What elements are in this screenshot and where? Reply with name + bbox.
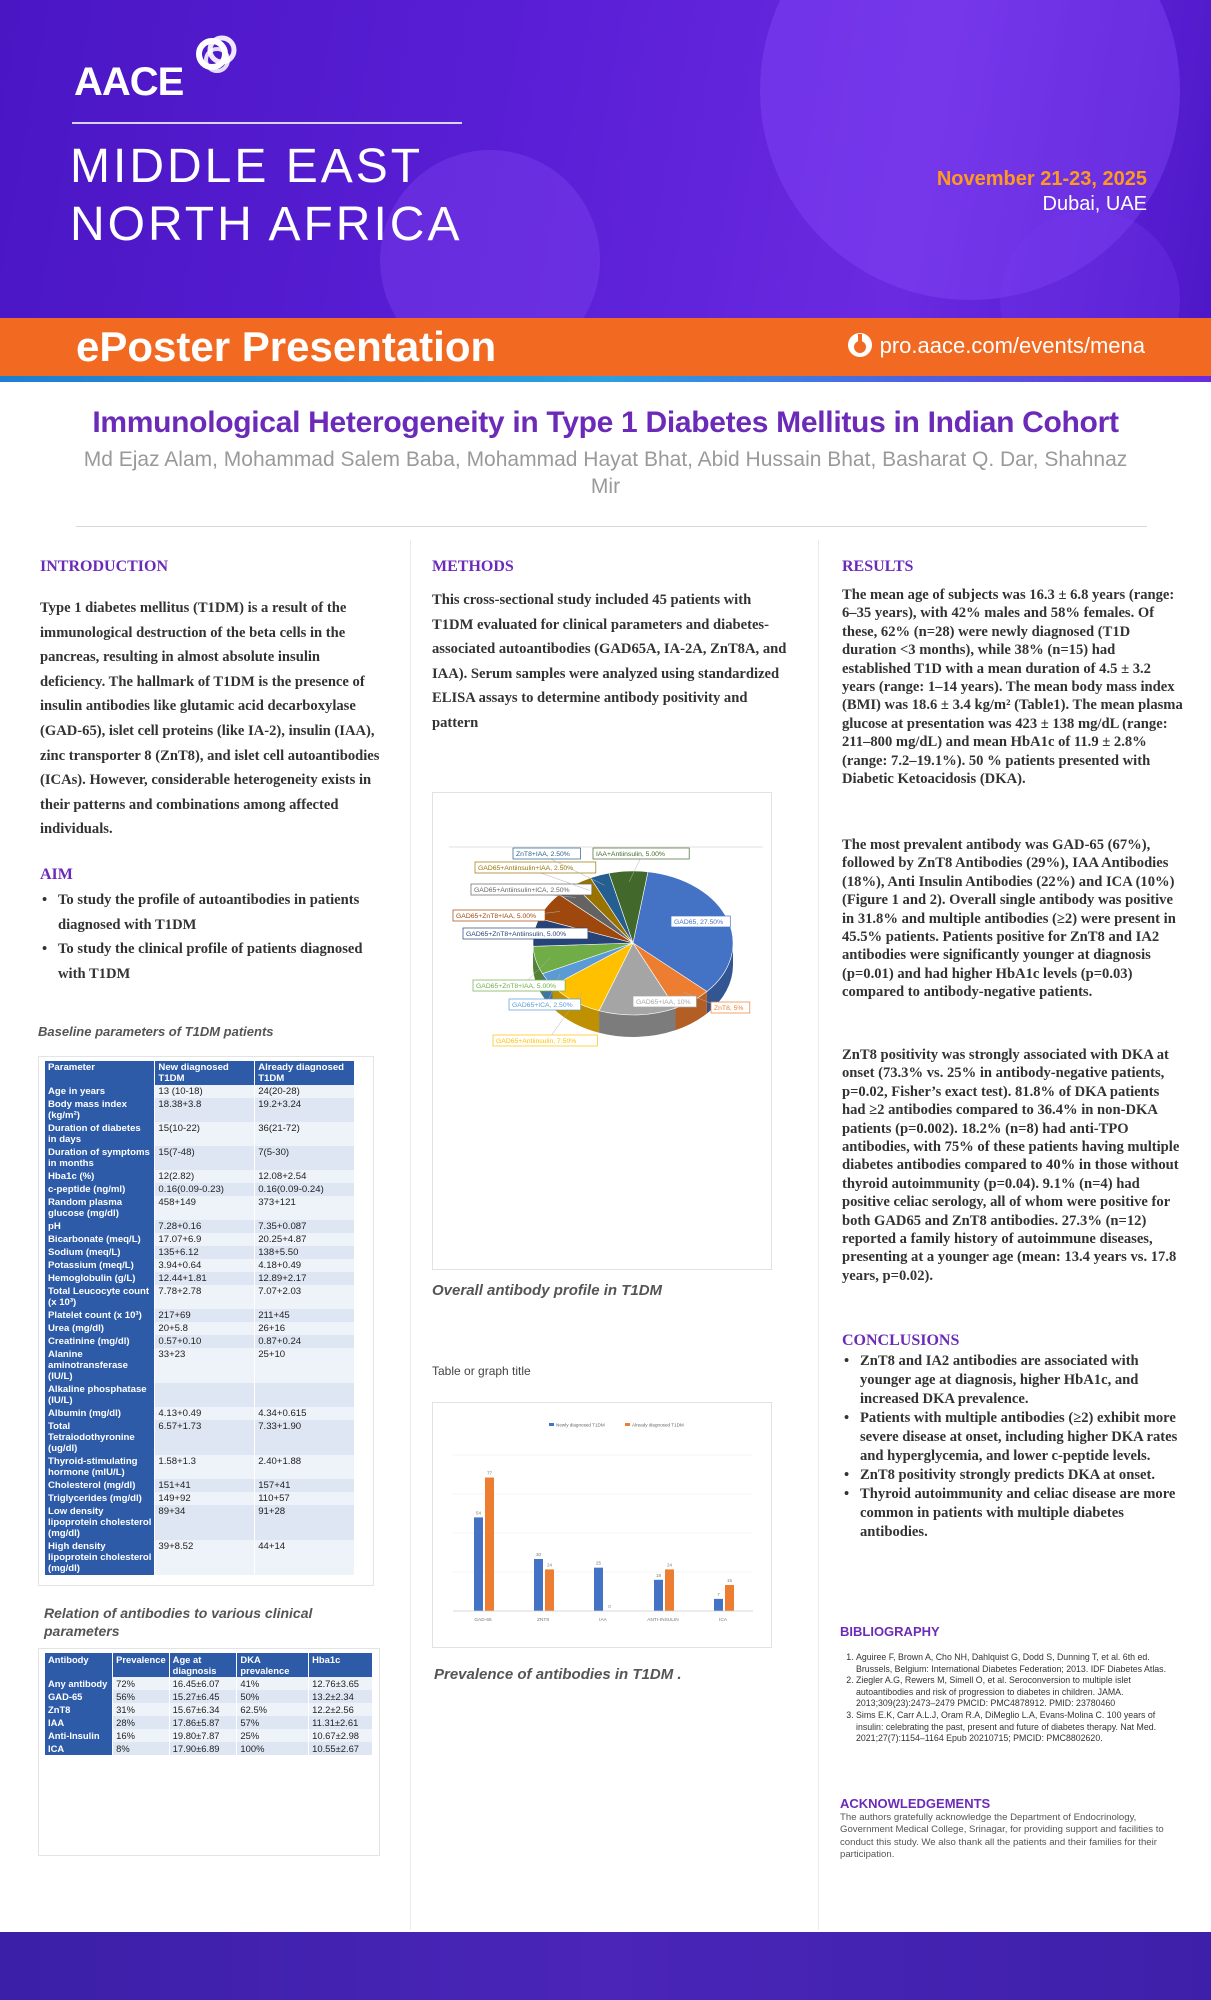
bar-category-label: IAA [599, 1618, 607, 1623]
bar [654, 1580, 663, 1611]
bar [545, 1569, 554, 1611]
row-label: GAD-65 [45, 1690, 113, 1703]
pie-data-label: GAD65+Antiinsulin, 7.50% [496, 1038, 577, 1045]
table-row [45, 1407, 355, 1420]
table-cell: 25+10 [255, 1348, 355, 1383]
table-cell: 151+41 [155, 1479, 255, 1492]
table-cell: 24(20-28) [255, 1085, 355, 1098]
table-row [45, 1309, 355, 1322]
bar [474, 1517, 483, 1611]
column-divider [410, 540, 411, 1930]
legend-label: Already diagnosed T1DM [632, 1422, 684, 1428]
table-cell: 149+92 [155, 1492, 255, 1505]
table-cell: 16.45±6.07 [169, 1677, 237, 1690]
table-cell: 3.94+0.64 [155, 1259, 255, 1272]
bar-value-label: 54 [475, 1510, 482, 1516]
table-row [45, 1085, 355, 1098]
row-label: ICA [45, 1742, 113, 1755]
introduction-heading: INTRODUCTION [40, 558, 169, 575]
pie-data-label: GAD65+Antiinsulin+IAA, 2.50% [478, 865, 574, 872]
table-cell: 16% [113, 1729, 170, 1742]
table-cell [255, 1383, 355, 1407]
table-cell: 157+41 [255, 1479, 355, 1492]
table-row [45, 1146, 355, 1170]
row-label: Bicarbonate (meq/L) [45, 1233, 155, 1246]
globe-icon [845, 330, 875, 360]
table-row [45, 1322, 355, 1335]
brand-name: AACE [74, 60, 184, 104]
table-cell: 89+34 [155, 1505, 255, 1540]
bar-value-label: 25 [595, 1560, 602, 1566]
aim-list [40, 888, 385, 986]
bar-value-label: 7 [717, 1591, 720, 1597]
row-label: Thyroid-stimulating hormone (mIU/L) [45, 1455, 155, 1479]
table-cell: 44+14 [255, 1540, 355, 1575]
table-cell: 20+5.8 [155, 1322, 255, 1335]
bibliography-item: 2. Ziegler A.G, Rewers M, Simell O, et al. Seroconversion to multiple islet autoantibodies and risk of progression to diabetes in children. JAMA. 2013;309(23):2473–2479 PMCID: PMC4878912. PMID: 23780460 [856, 1675, 1180, 1710]
table-cell: 12.08+2.54 [255, 1170, 355, 1183]
table-cell: 15.67±6.34 [169, 1703, 237, 1716]
row-label: Hba1c (%) [45, 1170, 155, 1183]
legend-label: Newly diagnosed T1DM [556, 1422, 605, 1428]
row-label: Potassium (meq/L) [45, 1259, 155, 1272]
row-label: Creatinine (mg/dl) [45, 1335, 155, 1348]
table-cell: 6.57+1.73 [155, 1420, 255, 1455]
table-cell: 0.16(0.09-0.23) [155, 1183, 255, 1196]
table-header: Antibody [45, 1653, 113, 1677]
table-cell: 10.55±2.67 [309, 1742, 373, 1755]
relation-table-caption: Relation of antibodies to various clinical parameters [44, 1605, 313, 1639]
row-label: Duration of symptoms in months [45, 1146, 155, 1170]
table-row [45, 1183, 355, 1196]
bar-value-label: 0 [608, 1604, 611, 1609]
table-cell: 0.16(0.09-0.24) [255, 1183, 355, 1196]
baseline-table [45, 1061, 355, 1575]
row-label: Low density lipoprotein cholesterol (mg/dl) [45, 1505, 155, 1540]
pie-data-label: GAD65, 27.50% [674, 919, 724, 926]
table-cell: 17.86±5.87 [169, 1716, 237, 1729]
table-row [45, 1335, 355, 1348]
aim-item: • To study the profile of autoantibodies in patients diagnosed with T1DM [40, 888, 385, 937]
table-cell: 10.67±2.98 [309, 1729, 373, 1742]
table-row [45, 1455, 355, 1479]
row-label: Cholesterol (mg/dl) [45, 1479, 155, 1492]
bar-value-label: 24 [546, 1562, 553, 1568]
conclusion-item: • ZnT8 positivity strongly predicts DKA at onset. [842, 1466, 1184, 1485]
band-stripe [0, 376, 1211, 382]
bar-category-label: ANTI-INSULIN [647, 1618, 679, 1623]
table-cell: 15.27±6.45 [169, 1690, 237, 1703]
poster-title: Immunological Heterogeneity in Type 1 Diabetes Mellitus in Indian Cohort [92, 406, 1119, 439]
table-cell: 18.38+3.8 [155, 1098, 255, 1122]
table-cell: 4.13+0.49 [155, 1407, 255, 1420]
row-label: c-peptide (ng/ml) [45, 1183, 155, 1196]
table-cell: 13 (10-18) [155, 1085, 255, 1098]
bibliography-item: 3. Sims E.K, Carr A.L.J, Oram R.A, DiMeglio L.A, Evans-Molina C. 100 years of insulin: celebrating the past, present and future of diabetes therapy. Nat Med. 2021;27(7):1154–1164 Epub 20210715; PMCID: PMC8802620. [856, 1710, 1180, 1745]
methods-text: This cross-sectional study included 45 patients with T1DM evaluated for clinical parameters and diabetes-associated autoantibodies (GAD65A, IA-2A, ZnT8A, and IAA). Serum samples were analyzed using standardized ELISA assays to determine antibody positivity and pattern [432, 592, 787, 731]
table-cell: 4.18+0.49 [255, 1259, 355, 1272]
conclusion-item: • Patients with multiple antibodies (≥2) exhibit more severe disease at onset, including higher DKA rates and hyperglycemia, and lower c-peptide levels. [842, 1409, 1184, 1466]
table-row [45, 1505, 355, 1540]
results-paragraph-1: The mean age of subjects was 16.3 ± 6.8 years (range: 6–35 years), with 42% males and 58% females. Of these, 62% (n=28) were newly diagnosed (T1D duration <3 months), while 38% (n=15) had established T1D with a mean duration of 4.5 ± 3.2 years (range: 1–14 years). The mean body mass index (BMI) was 18.6 ± 3.4 kg/m² (Table1). The mean plasma glucose at presentation was 423 ± 138 mg/dL (range: 211–800 mg/dL) and mean HbA1c of 11.9 ± 2.8% (range: 7.2–19.1%). 50 % patients presented with Diabetic Ketoacidosis (DKA). [842, 587, 1183, 788]
table-cell: 39+8.52 [155, 1540, 255, 1575]
table-cell: 12.44+1.81 [155, 1272, 255, 1285]
table-cell: 7.07+2.03 [255, 1285, 355, 1309]
row-label: Hemoglobulin (g/L) [45, 1272, 155, 1285]
table-cell: 135+6.12 [155, 1246, 255, 1259]
bibliography-heading: BIBLIOGRAPHY [840, 1624, 940, 1639]
eposter-title: ePoster Presentation [76, 323, 497, 370]
legend-swatch [549, 1423, 554, 1426]
aace-logo [74, 36, 254, 106]
bar-value-label: 30 [535, 1552, 542, 1557]
event-url[interactable]: pro.aace.com/events/mena [879, 333, 1145, 358]
bar [594, 1568, 603, 1611]
table-row [45, 1742, 373, 1755]
aim-item: • To study the clinical profile of patients diagnosed with T1DM [40, 937, 385, 986]
aim-heading: AIM [40, 866, 73, 883]
table-cell: 33+23 [155, 1348, 255, 1383]
pie-data-label: GAD65+ZnT8+IAA, 5.00% [476, 983, 557, 990]
bar-chart-caption: Prevalence of antibodies in T1DM . [434, 1666, 682, 1683]
bar-value-label: 18 [655, 1572, 662, 1578]
table-cell: 458+149 [155, 1196, 255, 1220]
conclusions-list [842, 1352, 1184, 1542]
row-label: Anti-Insulin [45, 1729, 113, 1742]
pie-chart-caption: Overall antibody profile in T1DM [432, 1282, 663, 1299]
row-label: Sodium (meq/L) [45, 1246, 155, 1259]
table-cell: 2.40+1.88 [255, 1455, 355, 1479]
event-dates: November 21-23, 2025 [936, 168, 1147, 190]
results-paragraph-3: ZnT8 positivity was strongly associated with DKA at onset (73.3% vs. 25% in antibody-negative patients, p=0.02, Fisher’s exact test). 81.8% of DKA patients had ≥2 antibodies compared to 36.4% in non-DKA patients (p=0.002). 18.2% (n=8) had anti-TPO antibodies, with 75% of these patients having multiple diabetes antibodies compared to 40% in those without thyroid autoimmunity (p=0.04). 9.1% (n=4) had positive celiac serology, all of whom were positive for both GAD65 and ZnT8 antibodies. 27.3% (n=12) reported a family history of autoimmune diseases, presenting at a younger age (mean: 13.4 years vs. 17.8 years, p=0.02). [842, 1047, 1180, 1284]
row-label: Random plasma glucose (mg/dl) [45, 1196, 155, 1220]
bar [534, 1559, 543, 1611]
table-cell: 7(5-30) [255, 1146, 355, 1170]
bibliography-list [840, 1652, 1180, 1745]
table-cell [155, 1383, 255, 1407]
table-cell: 100% [237, 1742, 309, 1755]
table-cell: 19.80±7.87 [169, 1729, 237, 1742]
poster-header [0, 0, 1211, 318]
table-cell: 12.76±3.65 [309, 1677, 373, 1690]
table-row [45, 1677, 373, 1690]
acknowledgements-heading: ACKNOWLEDGEMENTS [840, 1796, 991, 1811]
bar-value-label: 77 [486, 1470, 493, 1476]
baseline-table-box [38, 1056, 374, 1586]
table-cell: 62.5% [237, 1703, 309, 1716]
relation-table-box [38, 1648, 380, 1856]
introduction-text: Type 1 diabetes mellitus (T1DM) is a result of the immunological destruction of the beta cells in the pancreas, resulting in almost absolute insulin deficiency. The hallmark of T1DM is the presence of insulin antibodies like glutamic acid decarboxylase (GAD-65), islet cell proteins (like IA-2), insulin (IAA), zinc transporter 8 (ZnT8), and islet cell autoantibodies (ICAs). However, considerable heterogeneity exists in their patterns and combinations among affected individuals. [40, 600, 380, 838]
baseline-table-body [45, 1085, 355, 1575]
results-paragraph-2: The most prevalent antibody was GAD-65 (67%), followed by ZnT8 Antibodies (29%), IAA Antibodies (18%), Anti Insulin Antibodies (22%) and ICA (10%)(Figure 1 and 2). Overall single antibody was positive in 31.8% and multiple antibodies (≥2) were present in 45.5% patients. Patients positive for ZnT8 and IA2 antibodies were significantly younger at diagnosis (p=0.01) and had higher HbA1c levels (p=0.03) compared to antibody-negative patients. [842, 837, 1176, 1001]
row-label: Platelet count (x 10³) [45, 1309, 155, 1322]
bar-category-label: GAD-65 [474, 1618, 492, 1623]
table-cell: 56% [113, 1690, 170, 1703]
conclusions-heading: CONCLUSIONS [842, 1332, 960, 1349]
conclusion-item: • Thyroid autoimmunity and celiac disease are more common in patients with multiple diabetes antibodies. [842, 1485, 1184, 1542]
legend-swatch [625, 1423, 630, 1426]
pie-data-label: ZnT8, 5% [714, 1005, 744, 1012]
pie-data-label: GAD65+IAA, 10% [636, 999, 691, 1006]
bar [665, 1569, 674, 1611]
table-cell: 4.34+0.615 [255, 1407, 355, 1420]
table-row [45, 1420, 355, 1455]
aace-logo-mark-icon [190, 32, 244, 80]
table-cell: 0.87+0.24 [255, 1335, 355, 1348]
row-label: Total Tetraiodothyronine (ug/dl) [45, 1420, 155, 1455]
poster-authors: Md Ejaz Alam, Mohammad Salem Baba, Mohammad Hayat Bhat, Abid Hussain Bhat, Basharat Q. Dar, Shahnaz Mir [83, 448, 1128, 498]
baseline-table-caption: Baseline parameters of T1DM patients [38, 1024, 274, 1039]
table-cell: 15(7-48) [155, 1146, 255, 1170]
table-cell: 91+28 [255, 1505, 355, 1540]
table-cell: 13.2±2.34 [309, 1690, 373, 1703]
table-cell: 20.25+4.87 [255, 1233, 355, 1246]
table-row [45, 1272, 355, 1285]
relation-table-body [45, 1677, 373, 1755]
table-cell: 17.90±6.89 [169, 1742, 237, 1755]
table-cell: 26+16 [255, 1322, 355, 1335]
poster-footer [0, 1932, 1211, 2000]
row-label: Alanine aminotransferase (IU/L) [45, 1348, 155, 1383]
table-cell: 25% [237, 1729, 309, 1742]
table-cell: 12.2±2.56 [309, 1703, 373, 1716]
eposter-band [0, 318, 1211, 376]
pie-chart [433, 793, 771, 1269]
table-cell: 138+5.50 [255, 1246, 355, 1259]
table-cell: 373+121 [255, 1196, 355, 1220]
pie-chart-box [432, 792, 772, 1270]
bar-value-label: 15 [726, 1578, 733, 1583]
table-cell: 17.07+6.9 [155, 1233, 255, 1246]
bar-chart-title: Table or graph title [432, 1364, 531, 1378]
table-cell: 50% [237, 1690, 309, 1703]
table-cell: 12(2.82) [155, 1170, 255, 1183]
table-cell: 11.31±2.61 [309, 1716, 373, 1729]
table-row [45, 1220, 355, 1233]
relation-table [45, 1653, 373, 1755]
table-header: Already diagnosed T1DM [255, 1061, 355, 1085]
table-cell: 12.89+2.17 [255, 1272, 355, 1285]
pie-data-label: GAD65+ICA, 2.50% [512, 1002, 573, 1009]
region-line-2: NORTH AFRICA [70, 198, 463, 251]
table-row [45, 1348, 355, 1383]
table-row [45, 1540, 355, 1575]
table-cell: 8% [113, 1742, 170, 1755]
table-cell: 57% [237, 1716, 309, 1729]
table-cell: 1.58+1.3 [155, 1455, 255, 1479]
table-header: Hba1c [309, 1653, 373, 1677]
bar [725, 1585, 734, 1611]
bibliography-item: 1. Aguiree F, Brown A, Cho NH, Dahlquist G, Dodd S, Dunning T, et al. 6th ed. Brussels, Belgium: International Diabetes Federation; 2013. IDF Diabetes Atlas. [856, 1652, 1180, 1675]
table-cell: 7.35+0.087 [255, 1220, 355, 1233]
table-cell: 217+69 [155, 1309, 255, 1322]
table-cell: 28% [113, 1716, 170, 1729]
bar-category-label: ZNT8 [537, 1618, 549, 1623]
row-label: Any antibody [45, 1677, 113, 1690]
bar-value-label: 24 [666, 1562, 673, 1568]
table-row [45, 1259, 355, 1272]
pie-data-label: ZnT8+IAA, 2.50% [516, 851, 570, 858]
table-header: Age at diagnosis [169, 1653, 237, 1677]
event-location: Dubai, UAE [1042, 193, 1147, 215]
row-label: Body mass index (kg/m²) [45, 1098, 155, 1122]
pie-data-label: GAD65+ZnT8+IAA, 5.00% [456, 913, 537, 920]
table-row [45, 1479, 355, 1492]
region-line-1: MIDDLE EAST [70, 140, 424, 193]
table-cell: 19.2+3.24 [255, 1098, 355, 1122]
methods-heading: METHODS [432, 558, 514, 575]
row-label: Total Leucocyte count (x 10³) [45, 1285, 155, 1309]
row-label: Albumin (mg/dl) [45, 1407, 155, 1420]
table-cell: 7.33+1.90 [255, 1420, 355, 1455]
header-divider [72, 122, 462, 124]
table-row [45, 1233, 355, 1246]
column-divider [818, 540, 819, 1930]
table-row [45, 1716, 373, 1729]
table-cell: 0.57+0.10 [155, 1335, 255, 1348]
table-row [45, 1703, 373, 1716]
title-divider [76, 526, 1147, 527]
region-title [70, 138, 462, 254]
table-row [45, 1285, 355, 1309]
table-cell: 31% [113, 1703, 170, 1716]
row-label: IAA [45, 1716, 113, 1729]
event-info [937, 168, 1147, 216]
table-header: New diagnosed T1DM [155, 1061, 255, 1085]
table-cell: 7.78+2.78 [155, 1285, 255, 1309]
table-row [45, 1196, 355, 1220]
table-header: Parameter [45, 1061, 155, 1085]
table-row [45, 1170, 355, 1183]
table-cell: 110+57 [255, 1492, 355, 1505]
table-row [45, 1492, 355, 1505]
bar-category-label: ICA [719, 1618, 727, 1623]
table-cell: 15(10-22) [155, 1122, 255, 1146]
row-label: High density lipoprotein cholesterol (mg/dl) [45, 1540, 155, 1575]
pie-data-label: GAD65+Antiinsulin+ICA, 2.50% [474, 887, 570, 894]
table-row [45, 1246, 355, 1259]
bar-chart-box [432, 1402, 772, 1648]
bar [714, 1599, 723, 1611]
pie-data-label: GAD65+ZnT8+Antiinsulin, 5.00% [466, 931, 567, 938]
table-cell: 41% [237, 1677, 309, 1690]
row-label: ZnT8 [45, 1703, 113, 1716]
row-label: Age in years [45, 1085, 155, 1098]
bar-chart [433, 1403, 771, 1647]
table-row [45, 1690, 373, 1703]
table-header: Prevalence [113, 1653, 170, 1677]
row-label: pH [45, 1220, 155, 1233]
table-row [45, 1122, 355, 1146]
results-heading: RESULTS [842, 558, 914, 575]
row-label: Urea (mg/dl) [45, 1322, 155, 1335]
bar [485, 1478, 494, 1611]
row-label: Duration of diabetes in days [45, 1122, 155, 1146]
row-label: Triglycerides (mg/dl) [45, 1492, 155, 1505]
table-cell: 7.28+0.16 [155, 1220, 255, 1233]
row-label: Alkaline phosphatase (IU/L) [45, 1383, 155, 1407]
table-header: DKA prevalence [237, 1653, 309, 1677]
table-cell: 36(21-72) [255, 1122, 355, 1146]
pie-data-label: IAA+Antiinsulin, 5.00% [596, 851, 665, 858]
conclusion-item: • ZnT8 and IA2 antibodies are associated with younger age at diagnosis, higher HbA1c, and increased DKA prevalence. [842, 1352, 1184, 1409]
table-cell: 211+45 [255, 1309, 355, 1322]
table-cell: 72% [113, 1677, 170, 1690]
acknowledgements-text: The authors gratefully acknowledge the Department of Endocrinology, Government Medical College, Srinagar, for providing support and facilities to conduct this study. We also thank all the patients and their families for their participation. [840, 1812, 1164, 1861]
table-row [45, 1098, 355, 1122]
table-row [45, 1383, 355, 1407]
table-row [45, 1729, 373, 1742]
